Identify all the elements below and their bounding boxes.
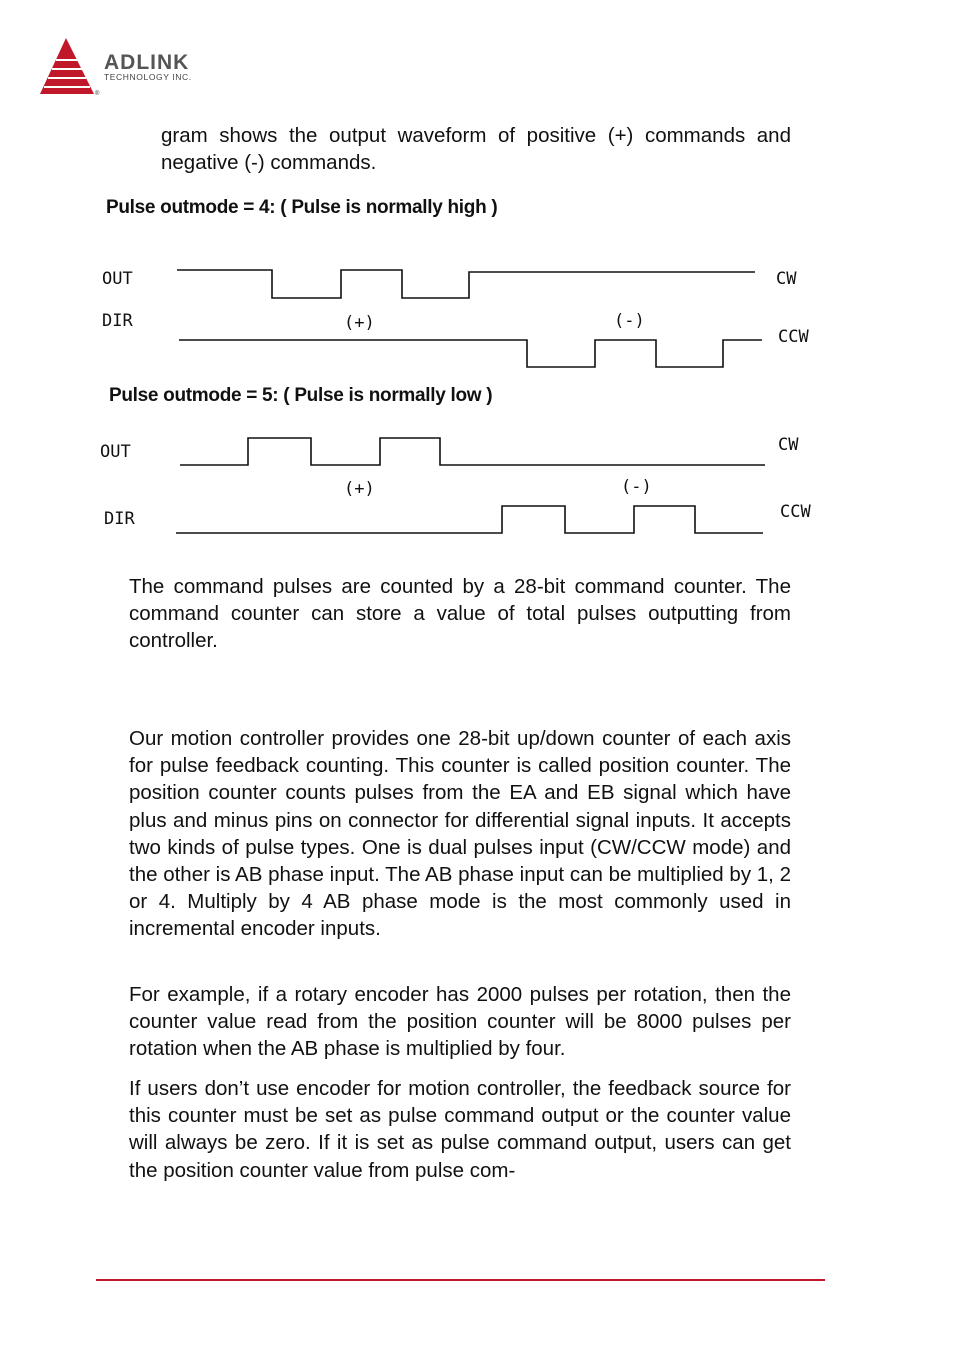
feedback-source-paragraph: If users don’t use encoder for motion controller, the feedback source for this counter must be set as pulse command output or the counter value will always be zero. If it is set as pulse command output, users can get the position counter value from pulse com-: [129, 1077, 791, 1182]
mode4-ccw-label: CCW: [778, 327, 809, 347]
mode4-minus-label: (-): [614, 311, 645, 331]
mode5-cw-label: CW: [778, 435, 799, 455]
mode4-dir-waveform: [179, 340, 762, 367]
brand-tagline: TECHNOLOGY INC.: [104, 72, 192, 82]
mode5-plus-label: (+): [344, 479, 375, 499]
position-counter-paragraph: Our motion controller provides one 28-bit up/down counter of each axis for pulse feedback counting. This counter is called position counter. The position counter counts pulses from the EA and EB signal which have plus and minus pins on connector for differential signal inputs. It accepts two kinds of pulse types. One is dual pulses input (CW/CCW mode) and the other is AB phase input. The AB phase input can be multiplied by 1, 2 or 4. Multiply by 4 AB phase mode is the most commonly used in incremental encoder inputs.: [129, 727, 791, 941]
mode5-out-waveform: [180, 438, 765, 465]
mode4-cw-label: CW: [776, 269, 797, 289]
mode5-ccw-label: CCW: [780, 502, 811, 522]
intro-paragraph: gram shows the output waveform of positive (+) commands and negative (-) commands.: [161, 124, 791, 175]
mode5-dir-waveform: [176, 506, 763, 533]
mode5-out-label: OUT: [100, 442, 131, 462]
brand-name: ADLINK: [104, 51, 190, 74]
mode5-title: Pulse outmode = 5: ( Pulse is normally low ): [109, 385, 493, 406]
waveform-diagram: [0, 0, 954, 560]
mode4-title: Pulse outmode = 4: ( Pulse is normally high ): [106, 197, 498, 218]
footer-divider: [96, 1279, 825, 1281]
example-paragraph: For example, if a rotary encoder has 2000 pulses per rotation, then the counter value read from the position counter will be 8000 pulses per rotation when the AB phase is multiplied by four.: [129, 983, 791, 1061]
mode4-out-waveform: [177, 270, 755, 298]
mode5-minus-label: (-): [621, 477, 652, 497]
mode4-plus-label: (+): [344, 313, 375, 333]
mode5-dir-label: DIR: [104, 509, 135, 529]
svg-text:®: ®: [95, 91, 100, 97]
mode4-dir-label: DIR: [102, 311, 133, 331]
command-counter-paragraph: The command pulses are counted by a 28-bit command counter. The command counter can store a value of total pulses outputting from controller.: [129, 575, 791, 653]
mode4-out-label: OUT: [102, 269, 133, 289]
